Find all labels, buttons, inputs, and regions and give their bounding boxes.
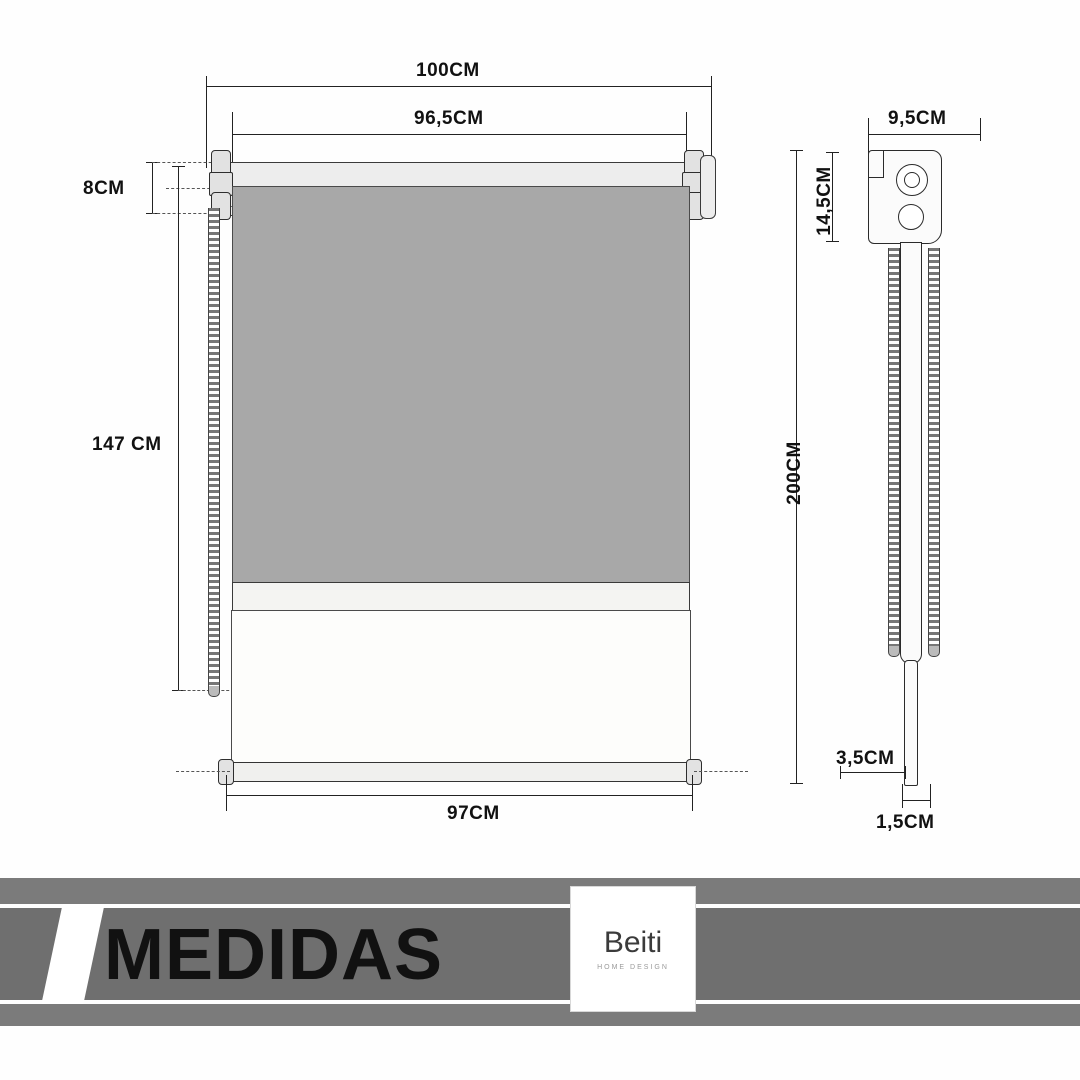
control-chain-side-left — [888, 248, 900, 648]
label-fabric-drop: 147 CM — [92, 434, 162, 455]
tick-97-right — [692, 789, 693, 802]
label-bottom-offset: 3,5CM — [836, 748, 895, 769]
leader-bottom-left — [176, 771, 230, 772]
brand-logo — [570, 886, 696, 1012]
bottom-rail-cap-right — [686, 759, 702, 785]
bottom-rail — [222, 762, 698, 782]
side-view — [780, 0, 1080, 860]
brand-name: Beiti — [603, 925, 663, 959]
tick-97-left — [226, 789, 227, 802]
roller-ring-inner — [904, 172, 920, 188]
footer-band-bottom — [0, 1004, 1080, 1026]
tick-965-left — [232, 128, 233, 141]
tick-145-top — [826, 152, 839, 153]
tick-95-left — [868, 128, 869, 141]
label-fabric-width: 96,5CM — [414, 108, 484, 129]
tick-95-right — [980, 128, 981, 141]
dimension-line-35 — [840, 772, 906, 773]
bottom-rail-side — [904, 660, 918, 786]
bracket-mount-flange — [868, 150, 884, 178]
dimension-line-8cm — [152, 162, 153, 214]
footer-title: MEDIDAS — [104, 915, 444, 995]
fabric-bottom-band — [232, 582, 690, 612]
tick-965-right — [686, 128, 687, 141]
control-chain-side-right — [928, 248, 940, 648]
tick-200-bottom — [790, 783, 803, 784]
dimension-line-97 — [226, 795, 692, 796]
tick-15-right — [930, 794, 931, 807]
tick-100-right — [711, 80, 712, 93]
label-total-drop: 200CM — [783, 441, 805, 505]
tick-147-top — [172, 166, 185, 167]
footer-band-top — [0, 878, 1080, 904]
label-total-width: 100CM — [416, 60, 480, 81]
bracket-right-cap — [700, 155, 716, 219]
idler-ring — [898, 204, 924, 230]
dimension-line-147cm — [178, 166, 179, 691]
dimension-line-95 — [868, 134, 980, 135]
dimension-line-100 — [206, 86, 711, 87]
footer-banner — [0, 878, 1080, 1080]
control-chain-side-loop-right — [928, 646, 940, 657]
label-depth: 9,5CM — [888, 108, 947, 129]
label-bottom-bar-width: 97CM — [447, 803, 500, 824]
tick-15-left — [902, 794, 903, 807]
control-chain-left — [208, 208, 220, 688]
dimension-line-15 — [902, 800, 930, 801]
label-header-height: 8CM — [83, 178, 125, 199]
tick-35-right — [905, 766, 906, 779]
lower-panel — [231, 610, 691, 770]
control-chain-side-loop-left — [888, 646, 900, 657]
label-rail-thickness: 1,5CM — [876, 812, 935, 833]
tick-100-left — [206, 80, 207, 93]
tick-145-bottom — [826, 241, 839, 242]
control-chain-loop — [208, 686, 220, 697]
leader-bottom-right — [694, 771, 748, 772]
dimension-line-965 — [232, 134, 686, 135]
fabric-panel — [232, 186, 690, 584]
fabric-profile-side — [900, 242, 922, 664]
tick-200-top — [790, 150, 803, 151]
leader-147-bottom — [178, 690, 234, 691]
brand-tagline: HOME DESIGN — [597, 963, 669, 971]
label-bracket-height: 14,5CM — [813, 166, 835, 236]
